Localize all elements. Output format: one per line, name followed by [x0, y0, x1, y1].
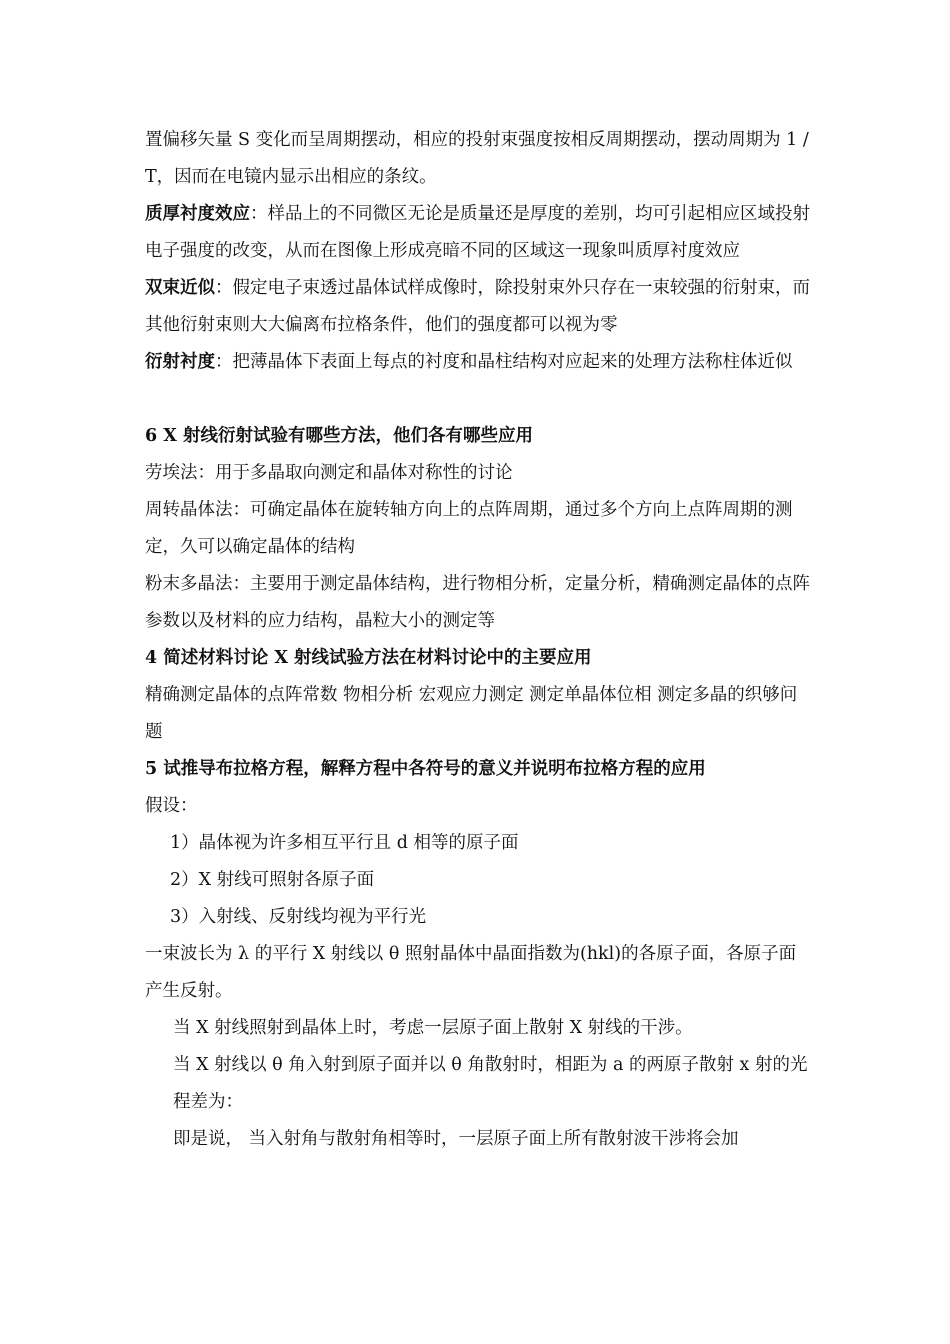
paragraph-interference: 当 X 射线照射到晶体上时，考虑一层原子面上散射 X 射线的干涉。: [173, 1018, 693, 1038]
rotating-crystal-method: 周转晶体法：可确定晶体在旋转轴方向上的点阵周期，通过多个方向上点阵周期的测定，久可以确定晶体的结构: [145, 500, 793, 557]
assumption-item: 1）晶体视为许多相互平行且 d 相等的原子面: [170, 833, 519, 853]
definition-two-beam-approximation: [145, 270, 810, 344]
definition-diffraction-contrast: [145, 344, 810, 381]
definition-text: 样品上的不同微区无论是质量还是厚度的差别，均可引起相应区域投射电子强度的改变，从而在图像上形成亮暗不同的区域这一现象叫质厚衬度效应: [145, 204, 810, 261]
definition-text: 假定电子束透过晶体试样成像时，除投射束外只存在一束较强的衍射束，而其他衍射束则大大偏离布拉格条件，他们的强度都可以视为零: [145, 278, 810, 335]
laue-method: 劳埃法：用于多晶取向测定和晶体对称性的讨论: [145, 463, 513, 483]
blank-line: [145, 381, 810, 418]
question-6-heading: 6 X 射线衍射试验有哪些方法，他们各有哪些应用: [145, 426, 533, 446]
paragraph-conclusion: 即是说， 当入射角与散射角相等时，一层原子面上所有散射波干涉将会加: [173, 1129, 739, 1149]
term-diffraction-contrast: 衍射衬度: [145, 352, 215, 372]
term-separator: ：: [250, 204, 268, 224]
definition-text: 把薄晶体下表面上每点的衬度和晶柱结构对应起来的处理方法称柱体近似: [232, 352, 793, 372]
powder-method: 粉末多晶法：主要用于测定晶体结构，进行物相分析，定量分析，精确测定晶体的点阵参数以及材料的应力结构，晶粒大小的测定等: [145, 574, 810, 631]
paragraph-xray-beam: 一束波长为 λ 的平行 X 射线以 θ 照射晶体中晶面指数为(hkl)的各原子面，各原子面产生反射。: [145, 944, 797, 1001]
definition-mass-thickness-contrast: [145, 196, 810, 270]
term-separator: ：: [215, 352, 233, 372]
document-body: [145, 122, 810, 1158]
term-separator: ：: [215, 278, 233, 298]
paragraph-path-difference: 当 X 射线以 θ 角入射到原子面并以 θ 角散射时，相距为 a 的两原子散射 x 射的光程差为：: [173, 1055, 808, 1112]
question-5-heading: 5 试推导布拉格方程，解释方程中各符号的意义并说明布拉格方程的应用: [145, 759, 706, 779]
question-4-heading: 4 简述材料讨论 X 射线试验方法在材料讨论中的主要应用: [145, 648, 592, 668]
question-4-answer: 精确测定晶体的点阵常数 物相分析 宏观应力测定 测定单晶体位相 测定多晶的织够问题: [145, 685, 798, 742]
term-mass-thickness-contrast: 质厚衬度效应: [145, 204, 250, 224]
assumption-item: 3）入射线、反射线均视为平行光: [170, 907, 427, 927]
assumption-label: 假设：: [145, 796, 198, 816]
assumption-item: 2）X 射线可照射各原子面: [170, 870, 375, 890]
term-two-beam-approximation: 双束近似: [145, 278, 215, 298]
paragraph-fringes: 置偏移矢量 S 变化而呈周期摆动，相应的投射束强度按相反周期摆动，摆动周期为 1 / T，因而在电镜内显示出相应的条纹。: [145, 130, 809, 187]
